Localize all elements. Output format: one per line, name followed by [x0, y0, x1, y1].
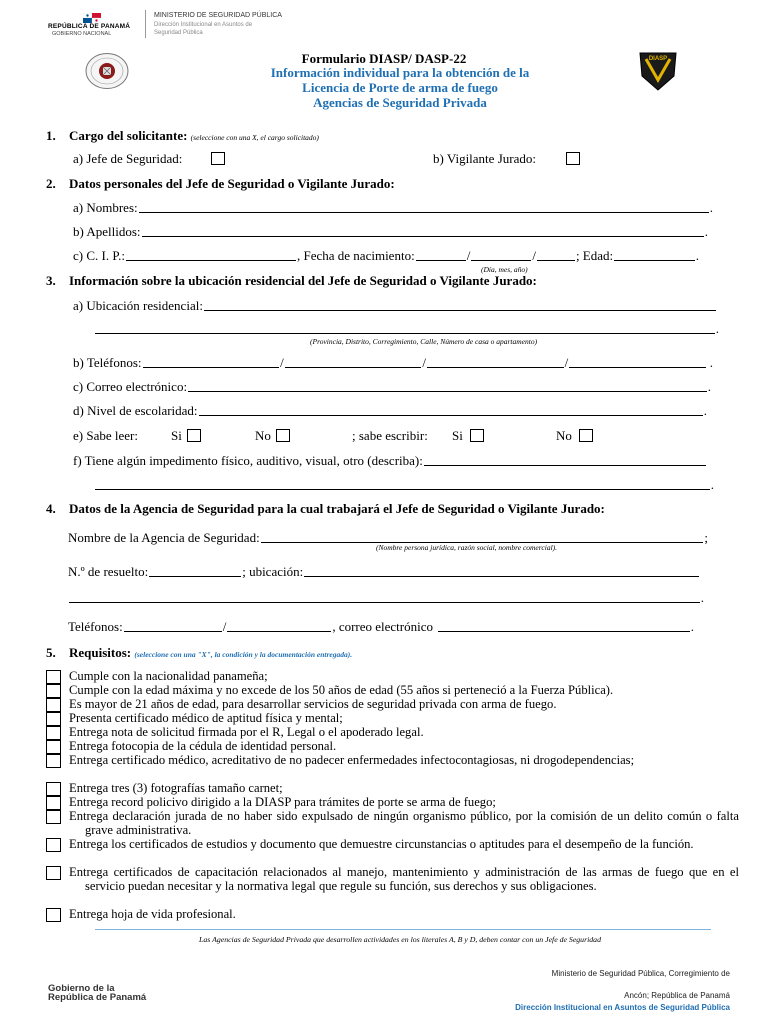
s5-hint: (seleccione con una "X", la condición y la documentación entregada).: [134, 650, 353, 659]
req-text-8: Entrega tres (3) fotografías tamaño carnet;: [69, 781, 283, 795]
ministry-sub2: Seguridad Pública: [154, 30, 203, 36]
s3-a-label: a) Ubicación residencial:: [73, 298, 203, 313]
s4-tel-sep: /: [222, 619, 227, 634]
ministry-name: MINISTERIO DE SEGURIDAD PÚBLICA: [154, 12, 282, 19]
edad-field[interactable]: [614, 260, 695, 261]
escolaridad-field[interactable]: [199, 415, 703, 416]
s4-correo-label: , correo electrónico: [332, 619, 434, 634]
s2-a-row: [73, 200, 713, 216]
s5-number: 5.: [46, 645, 56, 660]
req-text-5: Entrega nota de solicitud firmada por el R, Legal o el apoderado legal.: [69, 725, 424, 739]
tel-sep-2: /: [422, 355, 426, 370]
s4-resuelto-row: [68, 564, 700, 580]
s1-hint: (seleccione con una X, el cargo solicitado): [190, 133, 319, 142]
impedimento-field[interactable]: [424, 465, 706, 466]
gov-name: REPÚBLICA DE PANAMÁ: [48, 23, 131, 30]
req-checkbox-12[interactable]: [46, 866, 61, 880]
nombres-field[interactable]: [139, 212, 709, 213]
ubicacion-residencial-field-2[interactable]: [95, 333, 715, 334]
agencia-ubicacion-field[interactable]: [304, 576, 699, 577]
s4-ubicacion-row2: [68, 590, 704, 606]
s2-b-end: .: [704, 224, 708, 239]
s3-f-label: f) Tiene algún impedimento físico, auditivo, visual, otro (describa):: [73, 453, 423, 468]
birth-day-field[interactable]: [416, 260, 466, 261]
title-line1: Información individual para la obtención de la: [270, 65, 530, 80]
s3-d-row: [73, 403, 707, 419]
req-checkbox-6[interactable]: [46, 740, 61, 754]
date-sep-1: /: [466, 248, 471, 263]
s5-heading: [69, 645, 352, 661]
s3-c-row: [73, 379, 711, 395]
req-checkbox-5[interactable]: [46, 726, 61, 740]
tel-sep-3: /: [564, 355, 569, 370]
ubicacion-residencial-field[interactable]: [204, 310, 716, 311]
date-sep-2: /: [532, 248, 536, 263]
s2-c-end: .: [695, 248, 699, 263]
s2-number: 2.: [46, 176, 56, 191]
s2-c-cip-label: c) C. I. P.:: [73, 248, 125, 263]
form-code: Formulario DIASP/ DASP-22: [301, 51, 467, 66]
s3-e-escribir-label: ; sabe escribir:: [352, 428, 428, 443]
req-text-11: Entrega los certificados de estudios y documento que demuestre circunstancias o aptitudes para el desempeño de la función.: [69, 837, 694, 851]
ministry-sub1: Dirección Institucional en Asuntos de: [154, 22, 253, 28]
footer-note: Las Agencias de Seguridad Privada que desarrollen actividades en los literales A, B y D, deben contar con un Jefe de Seguridad: [199, 935, 601, 944]
badge-text: DIASP: [648, 56, 668, 62]
s1-a-label: a) Jefe de Seguridad:: [73, 151, 183, 166]
s4-ubicacion-label: ; ubicación:: [242, 564, 304, 579]
s2-b-label: b) Apellidos:: [73, 224, 141, 239]
address-note: (Provincia, Distrito, Corregimiento, Calle, Número de casa o apartamento): [310, 337, 538, 346]
req-text-12: Entrega certificados de capacitación relacionados al manejo, mantenimiento y administración de las armas de fuego que en el servicio puedan necesitar y la normativa legal que regule su función, sus derechos y sus obligaciones.: [69, 865, 739, 893]
gov-sub: GOBIERNO NACIONAL: [52, 31, 112, 37]
s4-resuelto-label: N.º de resuelto:: [68, 564, 149, 579]
telefono-1-field[interactable]: [143, 367, 280, 368]
s4-title: Datos de la Agencia de Seguridad para la cual trabajará el Jefe de Seguridad o Vigilante Jurado:: [69, 501, 605, 516]
address-line3: Dirección Institucional en Asuntos de Seguridad Pública: [515, 1003, 730, 1012]
req-checkbox-1[interactable]: [46, 670, 61, 684]
s3-f-row: [73, 453, 707, 469]
title-line3: Agencias de Seguridad Privada: [313, 95, 487, 110]
s3-a-row: [73, 298, 717, 314]
req-checkbox-8[interactable]: [46, 782, 61, 796]
resuelto-field[interactable]: [149, 576, 241, 577]
s3-title: Información sobre la ubicación residencial del Jefe de Seguridad o Vigilante Jurado:: [69, 273, 537, 288]
escribir-si-label: Si: [452, 428, 463, 443]
s3-d-end: .: [703, 403, 707, 418]
vigilante-jurado-checkbox[interactable]: [566, 152, 580, 165]
req-checkbox-3[interactable]: [46, 698, 61, 712]
req-text-10: Entrega declaración jurada de no haber sido expulsado de ningún organismo público, por la comisión de un delito común o falta grave administrativa.: [69, 809, 739, 837]
req-text-6: Entrega fotocopia de la cédula de identidad personal.: [69, 739, 337, 753]
leer-si-label: Si: [171, 428, 182, 443]
panama-flag-icon: [83, 10, 101, 20]
s4-agencia-label: Nombre de la Agencia de Seguridad:: [68, 530, 260, 545]
req-text-2: Cumple con la edad máxima y no excede de los 50 años de edad (55 años si perteneció a la Fuerza Pública).: [69, 683, 614, 697]
leer-no-checkbox[interactable]: [276, 429, 290, 442]
req-checkbox-10[interactable]: [46, 810, 61, 824]
s3-a-row2: [94, 321, 719, 337]
req-text-1: Cumple con la nacionalidad panameña;: [69, 669, 268, 683]
req-text-3: Es mayor de 21 años de edad, para desarrollar servicios de seguridad privada con arma de fuego.: [69, 697, 557, 711]
req-checkbox-13[interactable]: [46, 908, 61, 922]
req-checkbox-7[interactable]: [46, 754, 61, 768]
s2-title: Datos personales del Jefe de Seguridad o Vigilante Jurado:: [69, 176, 395, 191]
agencia-note: (Nombre persona jurídica, razón social, nombre comercial).: [376, 543, 558, 552]
req-text-4: Presenta certificado médico de aptitud física y mental;: [69, 711, 343, 725]
s1-heading: [69, 128, 319, 144]
s3-b-label: b) Teléfonos:: [73, 355, 142, 370]
s2-a-end: .: [709, 200, 713, 215]
leer-si-checkbox[interactable]: [187, 429, 201, 442]
apellidos-field[interactable]: [142, 236, 704, 237]
s1-number: 1.: [46, 128, 56, 143]
s4-telefonos-label: Teléfonos:: [68, 619, 123, 634]
s3-e-leer-label: e) Sabe leer:: [73, 428, 138, 443]
s3-d-label: d) Nivel de escolaridad:: [73, 403, 198, 418]
gov-footer-line1: Gobierno de la: [48, 983, 115, 994]
req-checkbox-9[interactable]: [46, 796, 61, 810]
agencia-telefono-2-field[interactable]: [227, 631, 331, 632]
gov-footer-line2: República de Panamá: [48, 992, 147, 1003]
address-line2: Ancón; República de Panamá: [624, 991, 730, 1000]
s4-telefonos-row: [68, 619, 694, 635]
tel-sep-1: /: [280, 355, 284, 370]
footer-divider: [95, 929, 711, 930]
req-checkbox-4[interactable]: [46, 712, 61, 726]
s3-a-end: .: [715, 321, 719, 336]
s4-ubicacion-end: .: [700, 590, 704, 605]
telefono-2-field[interactable]: [285, 367, 422, 368]
address-line1: Ministerio de Seguridad Pública, Corregimiento de: [551, 969, 730, 978]
req-text-13: Entrega hoja de vida profesional.: [69, 907, 236, 921]
s4-agencia-end: ;: [704, 530, 708, 545]
s2-c-edad-label: ; Edad:: [575, 248, 614, 263]
req-text-7: Entrega certificado médico, acreditativo de no padecer enfermedades infectocontagiosas, ni drogodependencias;: [69, 753, 635, 767]
s5-title: Requisitos:: [69, 645, 132, 660]
agencia-correo-field[interactable]: [438, 631, 690, 632]
req-checkbox-11[interactable]: [46, 838, 61, 852]
correo-field[interactable]: [188, 391, 707, 392]
agencia-telefono-1-field[interactable]: [124, 631, 222, 632]
s2-c-row: [73, 248, 699, 264]
birth-month-field[interactable]: [471, 260, 531, 261]
s3-c-end: .: [707, 379, 711, 394]
s4-number: 4.: [46, 501, 56, 516]
agencia-ubicacion-field-2[interactable]: [69, 602, 700, 603]
telefono-4-field[interactable]: [569, 367, 706, 368]
s2-c-fecha-label: , Fecha de nacimiento:: [297, 248, 415, 263]
jefe-seguridad-checkbox[interactable]: [211, 152, 225, 165]
s1-b-label: b) Vigilante Jurado:: [433, 151, 536, 166]
s2-b-row: [73, 224, 708, 240]
s3-b-end: .: [709, 355, 714, 370]
s2-a-label: a) Nombres:: [73, 200, 138, 215]
escribir-no-checkbox[interactable]: [579, 429, 593, 442]
escribir-no-label: No: [556, 428, 572, 443]
escribir-si-checkbox[interactable]: [470, 429, 484, 442]
s4-correo-end: .: [690, 619, 694, 634]
impedimento-field-2[interactable]: [95, 489, 710, 490]
cip-field[interactable]: [126, 260, 296, 261]
req-checkbox-2[interactable]: [46, 684, 61, 698]
req-text-9: Entrega record policivo dirigido a la DIASP para trámites de porte se arma de fuego;: [69, 795, 496, 809]
s3-c-label: c) Correo electrónico:: [73, 379, 188, 394]
s3-f-end: .: [710, 477, 714, 492]
s3-b-row: [73, 355, 713, 371]
s3-number: 3.: [46, 273, 56, 288]
s3-f-row2: [94, 477, 714, 493]
title-line2: Licencia de Porte de arma de fuego: [302, 80, 498, 95]
s1-title: Cargo del solicitante:: [69, 128, 188, 143]
leer-no-label: No: [255, 428, 271, 443]
telefono-3-field[interactable]: [427, 367, 564, 368]
header-divider: [145, 10, 146, 38]
birth-year-field[interactable]: [537, 260, 575, 261]
date-note: (Día, mes, año): [481, 265, 528, 274]
